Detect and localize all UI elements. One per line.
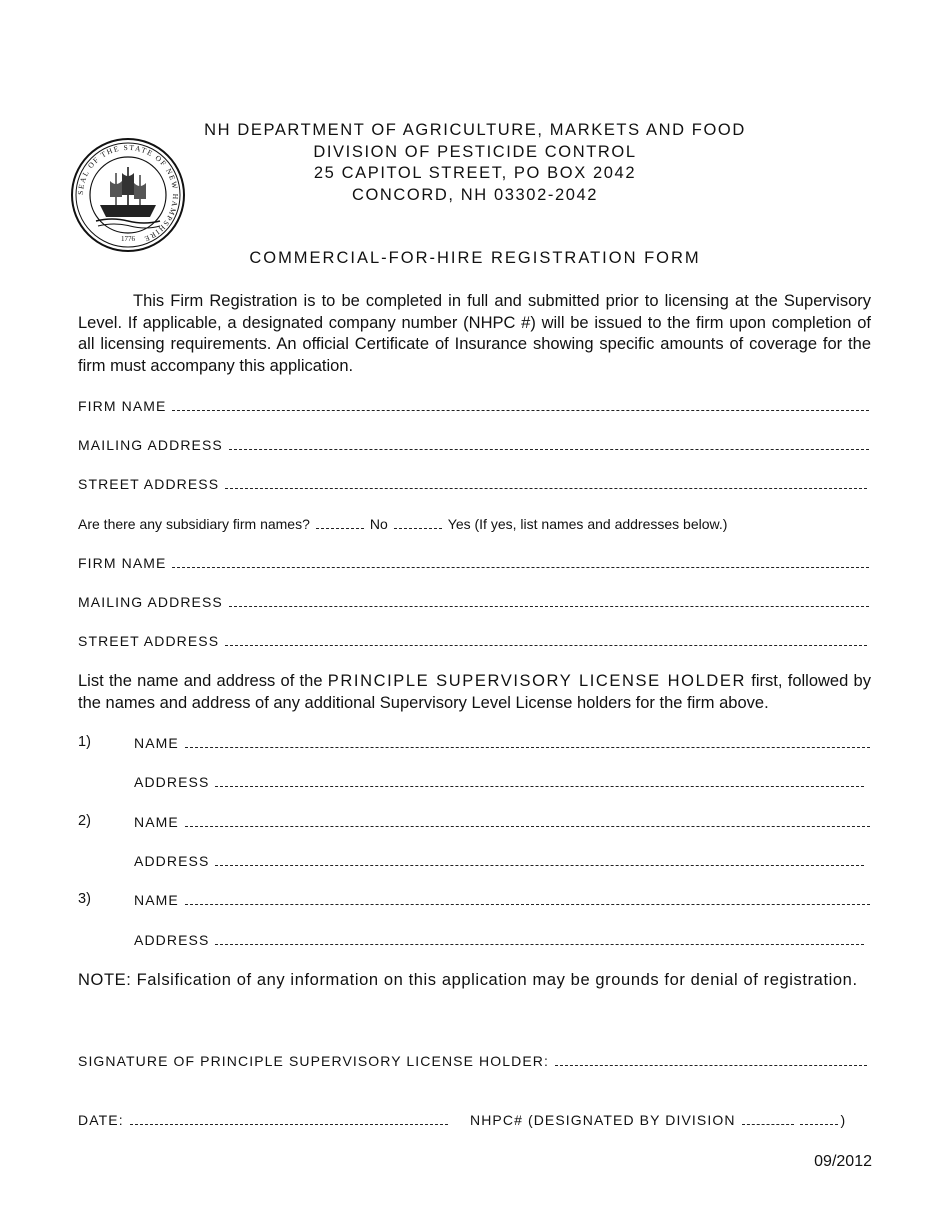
- nhpc-field-1[interactable]: [742, 1111, 794, 1125]
- street-address-row: [78, 475, 867, 492]
- date-field[interactable]: [130, 1111, 448, 1125]
- holder-3-number: 3): [78, 891, 91, 907]
- holder-3-name-row: [134, 891, 870, 908]
- form-title: COMMERCIAL-FOR-HIRE REGISTRATION FORM: [249, 249, 701, 267]
- mailing-address-field[interactable]: [229, 436, 869, 450]
- street-address-label: STREET ADDRESS: [78, 476, 220, 492]
- firm-name-row: [78, 397, 869, 414]
- sub-firm-name-row: [78, 554, 869, 571]
- firm-name-field[interactable]: [172, 397, 869, 411]
- firm-name-label: FIRM NAME: [78, 398, 167, 414]
- sub-mailing-address-row: [78, 593, 869, 610]
- nhpc-label: NHPC# (DESIGNATED BY DIVISION: [470, 1112, 736, 1128]
- subsidiary-yes-field[interactable]: [394, 515, 442, 529]
- subsidiary-question-row: [78, 515, 798, 532]
- list-instruction-before: List the name and address of the: [78, 672, 323, 690]
- holder-3-address-field[interactable]: [215, 931, 864, 945]
- holder-1-address-label: ADDRESS: [134, 774, 210, 790]
- holder-2-address-field[interactable]: [215, 852, 864, 866]
- list-instruction: [78, 671, 871, 714]
- nhpc-row: [470, 1111, 868, 1128]
- holder-1-number: 1): [78, 734, 91, 750]
- sub-firm-name-label: FIRM NAME: [78, 555, 167, 571]
- holder-2-number: 2): [78, 813, 91, 829]
- intro-text: This Firm Registration is to be completed in full and submitted prior to licensing at the Supervisory Level. If applicable, a designated company number (NHPC #) will be issued to the firm upon completion of all licensing requirements. An official Certificate of Insurance showing specific amounts of coverage for the firm must accompany this application.: [78, 292, 871, 375]
- sub-street-address-label: STREET ADDRESS: [78, 633, 220, 649]
- subsidiary-yes-label: Yes (If yes, list names and addresses below.): [447, 516, 728, 532]
- holder-2-address-label: ADDRESS: [134, 853, 210, 869]
- svg-text:SEAL OF THE STATE OF NEW HAMPS: SEAL OF THE STATE OF NEW HAMPSHIRE: [75, 142, 181, 245]
- signature-row: [78, 1052, 867, 1069]
- sub-mailing-address-label: MAILING ADDRESS: [78, 594, 223, 610]
- signature-label: SIGNATURE OF PRINCIPLE SUPERVISORY LICENSE HOLDER:: [78, 1053, 549, 1069]
- holder-1-address-field[interactable]: [215, 773, 864, 787]
- list-instruction-after: first, followed by the names and address of any additional Supervisory Level License holders for the firm above.: [78, 672, 871, 712]
- sub-street-address-row: [78, 632, 867, 649]
- revision-date: 09/2012: [814, 1153, 872, 1170]
- holder-2-address-row: [134, 852, 864, 869]
- date-label: DATE:: [78, 1112, 124, 1128]
- header-line-2: DIVISION OF PESTICIDE CONTROL: [313, 142, 637, 161]
- signature-field[interactable]: [555, 1052, 867, 1066]
- subsidiary-question: Are there any subsidiary firm names?: [78, 516, 310, 532]
- nhpc-field-2[interactable]: [800, 1111, 838, 1125]
- nhpc-close: ): [840, 1112, 847, 1128]
- holder-3-name-field[interactable]: [185, 891, 870, 905]
- holder-2-name-field[interactable]: [185, 813, 870, 827]
- mailing-address-row: [78, 436, 869, 453]
- holder-1-name-field[interactable]: [185, 734, 870, 748]
- holder-3-name-label: NAME: [134, 892, 179, 908]
- intro-paragraph: [78, 291, 871, 377]
- mailing-address-label: MAILING ADDRESS: [78, 437, 223, 453]
- header-line-3: 25 CAPITOL STREET, PO BOX 2042: [313, 164, 637, 182]
- header-line-4: CONCORD, NH 03302-2042: [351, 185, 599, 204]
- holder-1-name-label: NAME: [134, 735, 179, 751]
- svg-text:1776: 1776: [121, 235, 135, 243]
- date-row: [78, 1111, 448, 1128]
- sub-firm-name-field[interactable]: [172, 554, 869, 568]
- falsification-note: NOTE: Falsification of any information on this application may be grounds for denial of registration.: [78, 971, 858, 989]
- subsidiary-no-field[interactable]: [316, 515, 364, 529]
- holder-2-name-label: NAME: [134, 814, 179, 830]
- holder-3-address-label: ADDRESS: [134, 932, 210, 948]
- holder-2-name-row: [134, 813, 870, 830]
- holder-3-address-row: [134, 931, 864, 948]
- subsidiary-no-label: No: [369, 516, 388, 532]
- sub-street-address-field[interactable]: [225, 632, 867, 646]
- street-address-field[interactable]: [225, 475, 867, 489]
- holder-1-name-row: [134, 734, 870, 751]
- header-line-1: NH DEPARTMENT OF AGRICULTURE, MARKETS AND FOOD: [204, 121, 746, 139]
- sub-mailing-address-field[interactable]: [229, 593, 869, 607]
- holder-1-address-row: [134, 773, 864, 790]
- agency-header: [150, 120, 800, 206]
- list-instruction-emphasis: PRINCIPLE SUPERVISORY LICENSE HOLDER: [327, 672, 747, 690]
